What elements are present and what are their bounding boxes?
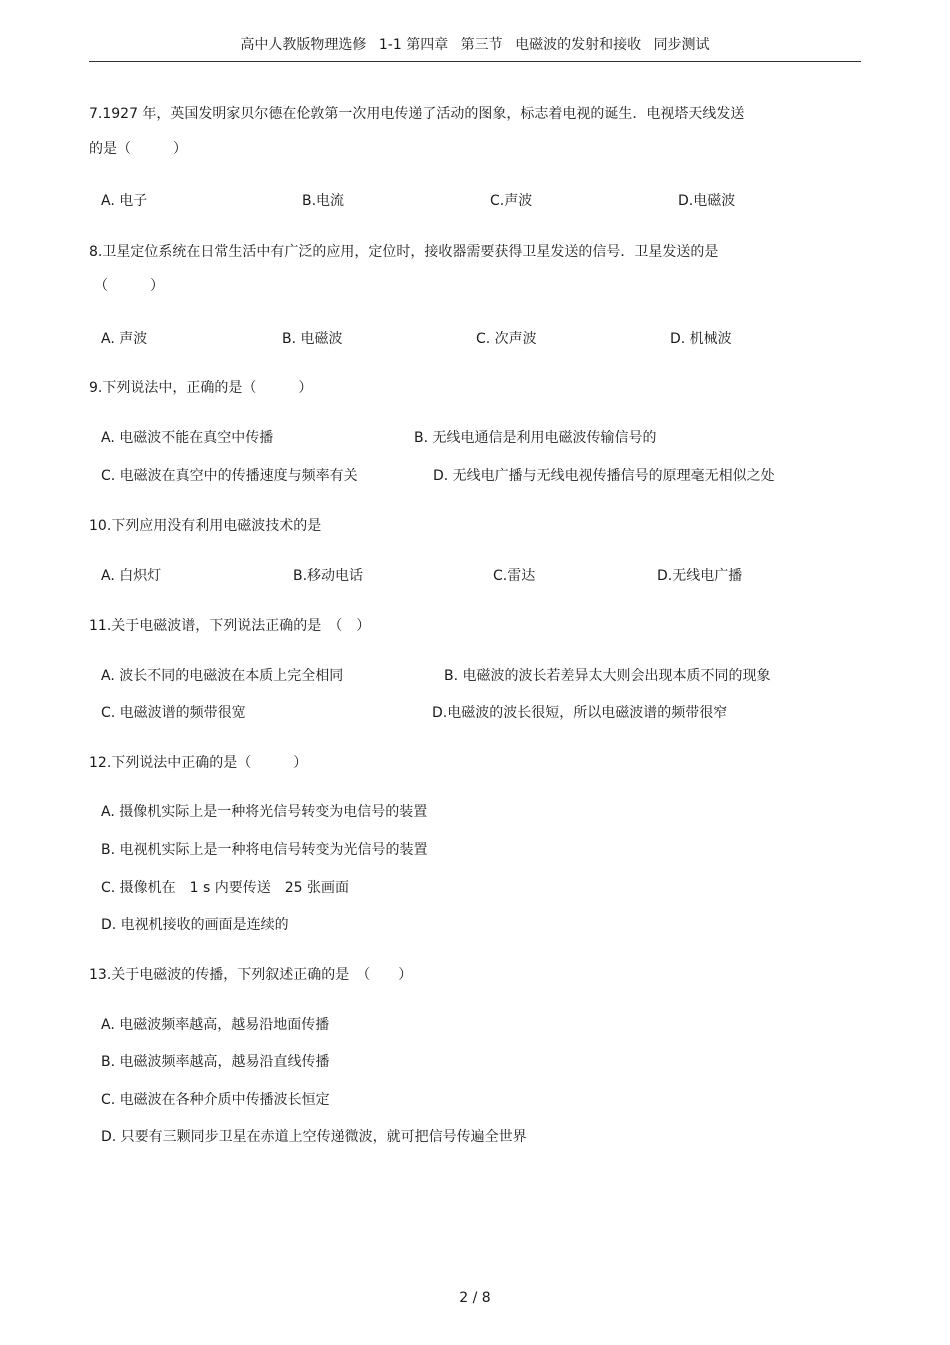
header-topic: 电磁波的发射和接收 <box>515 37 642 53</box>
question-7-option-c: C.声波 <box>490 193 533 209</box>
question-8-option-b: B. 电磁波 <box>282 331 343 347</box>
question-11-option-d: D.电磁波的波长很短，所以电磁波谱的频带很窄 <box>432 705 728 721</box>
question-9-option-b: B. 无线电通信是利用电磁波传输信号的 <box>414 430 657 446</box>
question-11-option-b: B. 电磁波的波长若差异太大则会出现本质不同的现象 <box>444 668 771 684</box>
question-7-option-d: D.电磁波 <box>678 193 736 209</box>
question-10-stem: 10.下列应用没有利用电磁波技术的是 <box>89 518 322 534</box>
question-11-option-c: C. 电磁波谱的频带很宽 <box>101 705 246 721</box>
question-9-stem: 9.下列说法中，正确的是（ ） <box>89 380 313 396</box>
question-9-option-a: A. 电磁波不能在真空中传播 <box>101 430 274 446</box>
question-7-option-a: A. 电子 <box>101 193 148 209</box>
question-8-stem-line1: 8.卫星定位系统在日常生活中有广泛的应用，定位时，接收器需要获得卫星发送的信号．卫星发送的是 <box>89 244 719 260</box>
question-8-option-d: D. 机械波 <box>670 331 732 347</box>
header-chapter: 1-1 第四章 <box>378 37 449 53</box>
header-divider <box>89 61 861 62</box>
page-header <box>0 34 950 54</box>
question-10-option-b: B.移动电话 <box>293 568 364 584</box>
page-number: 2 / 8 <box>459 1290 491 1306</box>
question-7-stem-line2: 的是（ ） <box>89 141 187 157</box>
question-8-stem-line2: （ ） <box>94 278 164 294</box>
question-7-stem-line1: 7.1927 年，英国发明家贝尔德在伦敦第一次用电传递了活动的图象，标志着电视的诞生．电视塔天线发送 <box>89 106 745 122</box>
question-10-option-a: A. 白炽灯 <box>101 568 162 584</box>
question-12-option-c: C. 摄像机在 1 s 内要传送 25 张画面 <box>101 880 350 896</box>
question-10-option-c: C.雷达 <box>493 568 536 584</box>
question-12-stem: 12.下列说法中正确的是（ ） <box>89 755 308 771</box>
question-11-option-a: A. 波长不同的电磁波在本质上完全相同 <box>101 668 344 684</box>
header-type: 同步测试 <box>653 37 710 53</box>
question-12-option-a: A. 摄像机实际上是一种将光信号转变为电信号的装置 <box>101 804 428 820</box>
question-9-option-c: C. 电磁波在真空中的传播速度与频率有关 <box>101 468 358 484</box>
question-7-option-b: B.电流 <box>302 193 345 209</box>
question-10-option-d: D.无线电广播 <box>657 568 743 584</box>
header-section: 第三节 <box>460 37 503 53</box>
question-13-stem: 13.关于电磁波的传播，下列叙述正确的是 （ ） <box>89 967 413 983</box>
question-12-option-d: D. 电视机接收的画面是连续的 <box>101 917 289 933</box>
question-12-option-b: B. 电视机实际上是一种将电信号转变为光信号的装置 <box>101 842 428 858</box>
question-8-option-a: A. 声波 <box>101 331 148 347</box>
header-course: 高中人教版物理选修 <box>240 37 367 53</box>
question-8-option-c: C. 次声波 <box>476 331 537 347</box>
question-13-option-b: B. 电磁波频率越高，越易沿直线传播 <box>101 1054 330 1070</box>
question-9-option-d: D. 无线电广播与无线电视传播信号的原理毫无相似之处 <box>433 468 775 484</box>
question-13-option-d: D. 只要有三颗同步卫星在赤道上空传递微波，就可把信号传遍全世界 <box>101 1129 527 1145</box>
question-11-stem: 11.关于电磁波谱，下列说法正确的是 （ ） <box>89 618 371 634</box>
question-13-option-a: A. 电磁波频率越高，越易沿地面传播 <box>101 1017 330 1033</box>
question-13-option-c: C. 电磁波在各种介质中传播波长恒定 <box>101 1092 330 1108</box>
